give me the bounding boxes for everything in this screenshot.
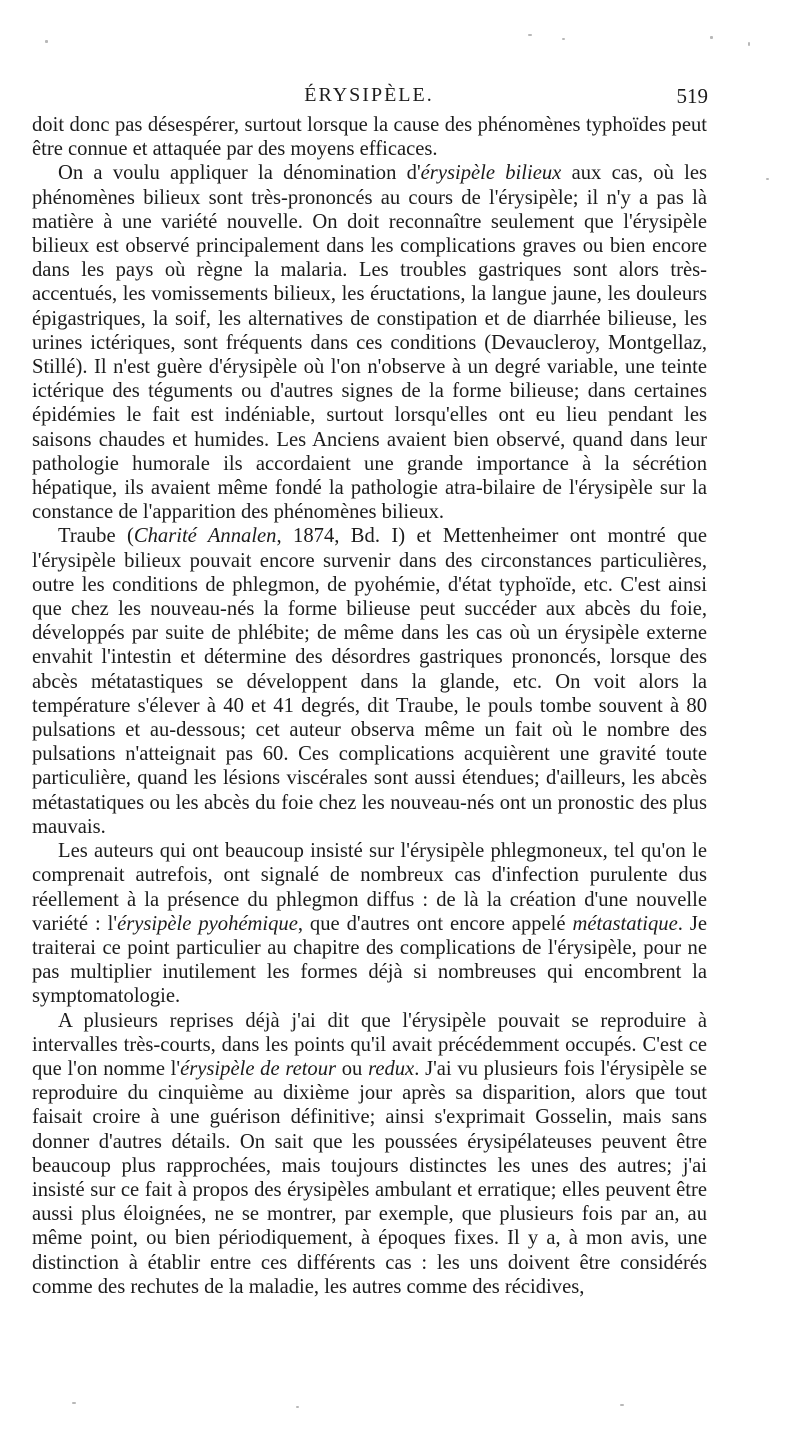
- scan-speck: [528, 34, 532, 36]
- italic-term: redux: [368, 1057, 415, 1080]
- text-run: ou: [336, 1057, 369, 1080]
- paragraph-1: [32, 113, 707, 161]
- scan-speck: [562, 38, 565, 40]
- text-run: , que d'autres ont encore appelé: [297, 912, 573, 935]
- text-run: Traube (: [58, 525, 134, 548]
- scan-speck: [748, 42, 750, 46]
- text-run: On a voulu appliquer la dénomination d': [58, 162, 421, 185]
- body-text: [32, 113, 707, 1299]
- text-run: aux cas, où les phénomènes bilieux sont très-prononcés au cours de l'érysipèle; il n'y a pas là matière à une variété nouvelle. On doit reconnaître seulement que l'érysipèle bilieux est observé principalement dans les complications graves ou bien encore dans les pays où règne la malaria. Les troubles gastriques sont alors très-accentués, les vomissements bilieux, les éructations, la langue jaune, les douleurs épigastriques, la soif, les alternatives de constipation et de diarrhée bilieuse, les urines ictériques, sont fréquents dans ces conditions (Devaucleroy, Montgellaz, Stillé). Il n'est guère d'érysipèle où l'on n'observe à un degré variable, une teinte ictérique des téguments ou d'autres signes de la forme bilieuse; dans certaines épidémies le fait est indéniable, surtout lorsqu'elles ont eu lieu pendant les saisons chaudes et humides. Les Anciens avaient bien observé, quand dans leur pathologie humorale ils accordaient une grande importance à la sécrétion hépatique, ils avaient même fondé la pathologie atra-bilaire de l'érysipèle sur la constance de l'apparition des phénomènes bilieux.: [32, 162, 707, 524]
- text-run: A plusieurs reprises déjà j'ai dit que l'érysipèle pouvait se reproduire à intervalles très-courts, dans les points qu'il avait précédemment occupés. C'est ce que l'on nomme l': [32, 1009, 707, 1080]
- text-run: Les auteurs qui ont beaucoup insisté sur l'érysipèle phlegmoneux, tel qu'on le comprenait autrefois, ont signalé de nombreux cas d'infection purulente dus réellement à la présence du phlegmon diffus : de là la création d'une nouvelle variété : l': [32, 840, 707, 935]
- scan-speck: [766, 178, 769, 180]
- text-run: . J'ai vu plusieurs fois l'érysipèle se reproduire du cinquième au dixième jour après sa disparition, alors que tout faisait croire à une guérison définitive; ainsi s'exprimait Gosselin, mais sans donner d'autres détails. On sait que les poussées érysipélateuses peuvent être beaucoup plus rapprochées, mais toujours distinctes les unes des autres; j'ai insisté sur ce fait à propos des érysipèles ambulant et erratique; elles peuvent être aussi plus éloignées, ne se montrer, par exemple, que plusieurs fois par an, au même point, ou bien périodiquement, à époques fixes. Il y a, à mon avis, une distinction à établir entre ces différents cas : les uns doivent être considérés comme des rechutes de la maladie, les autres comme des récidives,: [32, 1057, 707, 1298]
- italic-term: érysipèle bilieux: [420, 162, 562, 185]
- paragraph-5: [32, 1009, 707, 1299]
- running-title: ÉRYSIPÈLE.: [304, 84, 434, 106]
- italic-citation: Charité Annalen: [133, 525, 277, 548]
- italic-term: érysipèle pyohémique: [117, 912, 298, 935]
- scan-speck: [296, 1406, 299, 1408]
- italic-term: érysipèle de retour: [180, 1057, 337, 1080]
- page-number: 519: [676, 84, 708, 108]
- text-run: doit donc pas désespérer, surtout lorsque la cause des phénomènes typhoïdes peut être connue et attaquée par des moyens efficaces.: [32, 114, 707, 161]
- paragraph-2: [32, 161, 707, 524]
- text-run: . Je traiterai ce point particulier au chapitre des complications de l'érysipèle, pour ne pas multiplier inutilement les formes déjà si nombreuses qui encombrent la symptomatologie.: [32, 912, 707, 1008]
- text-run: , 1874, Bd. I) et Mettenheimer ont montré que l'érysipèle bilieux pouvait encore survenir dans des circonstances particulières, outre les conditions de phlegmon, de pyohémie, d'état typhoïde, etc. C'est ainsi que chez les nouveau-nés la forme bilieuse peut succéder aux abcès du foie, développés par suite de phlébite; de même dans les cas où un érysipèle externe envahit l'intestin et détermine des désordres gastriques prononcés, lorsque des abcès métatastiques se développent dans la glande, etc. On voit alors la température s'élever à 40 et 41 degrés, dit Traube, le pouls tombe souvent à 80 pulsations et au-dessous; cet auteur observa même un fait où le nombre des pulsations n'atteignait pas 60. Ces complications acquièrent une gravité toute particulière, quand les lésions viscérales sont aussi étendues; d'ailleurs, les abcès métastatiques ou les abcès du foie chez les nouveau-nés ont un pronostic des plus mauvais.: [32, 525, 707, 838]
- paragraph-4: [32, 839, 707, 1008]
- italic-term: métastatique: [572, 912, 678, 935]
- scan-speck: [620, 1404, 624, 1406]
- running-head: [30, 84, 708, 110]
- scan-speck: [45, 40, 48, 43]
- scan-speck: [72, 1402, 76, 1404]
- scan-speck: [710, 36, 713, 39]
- paragraph-3: [32, 524, 707, 839]
